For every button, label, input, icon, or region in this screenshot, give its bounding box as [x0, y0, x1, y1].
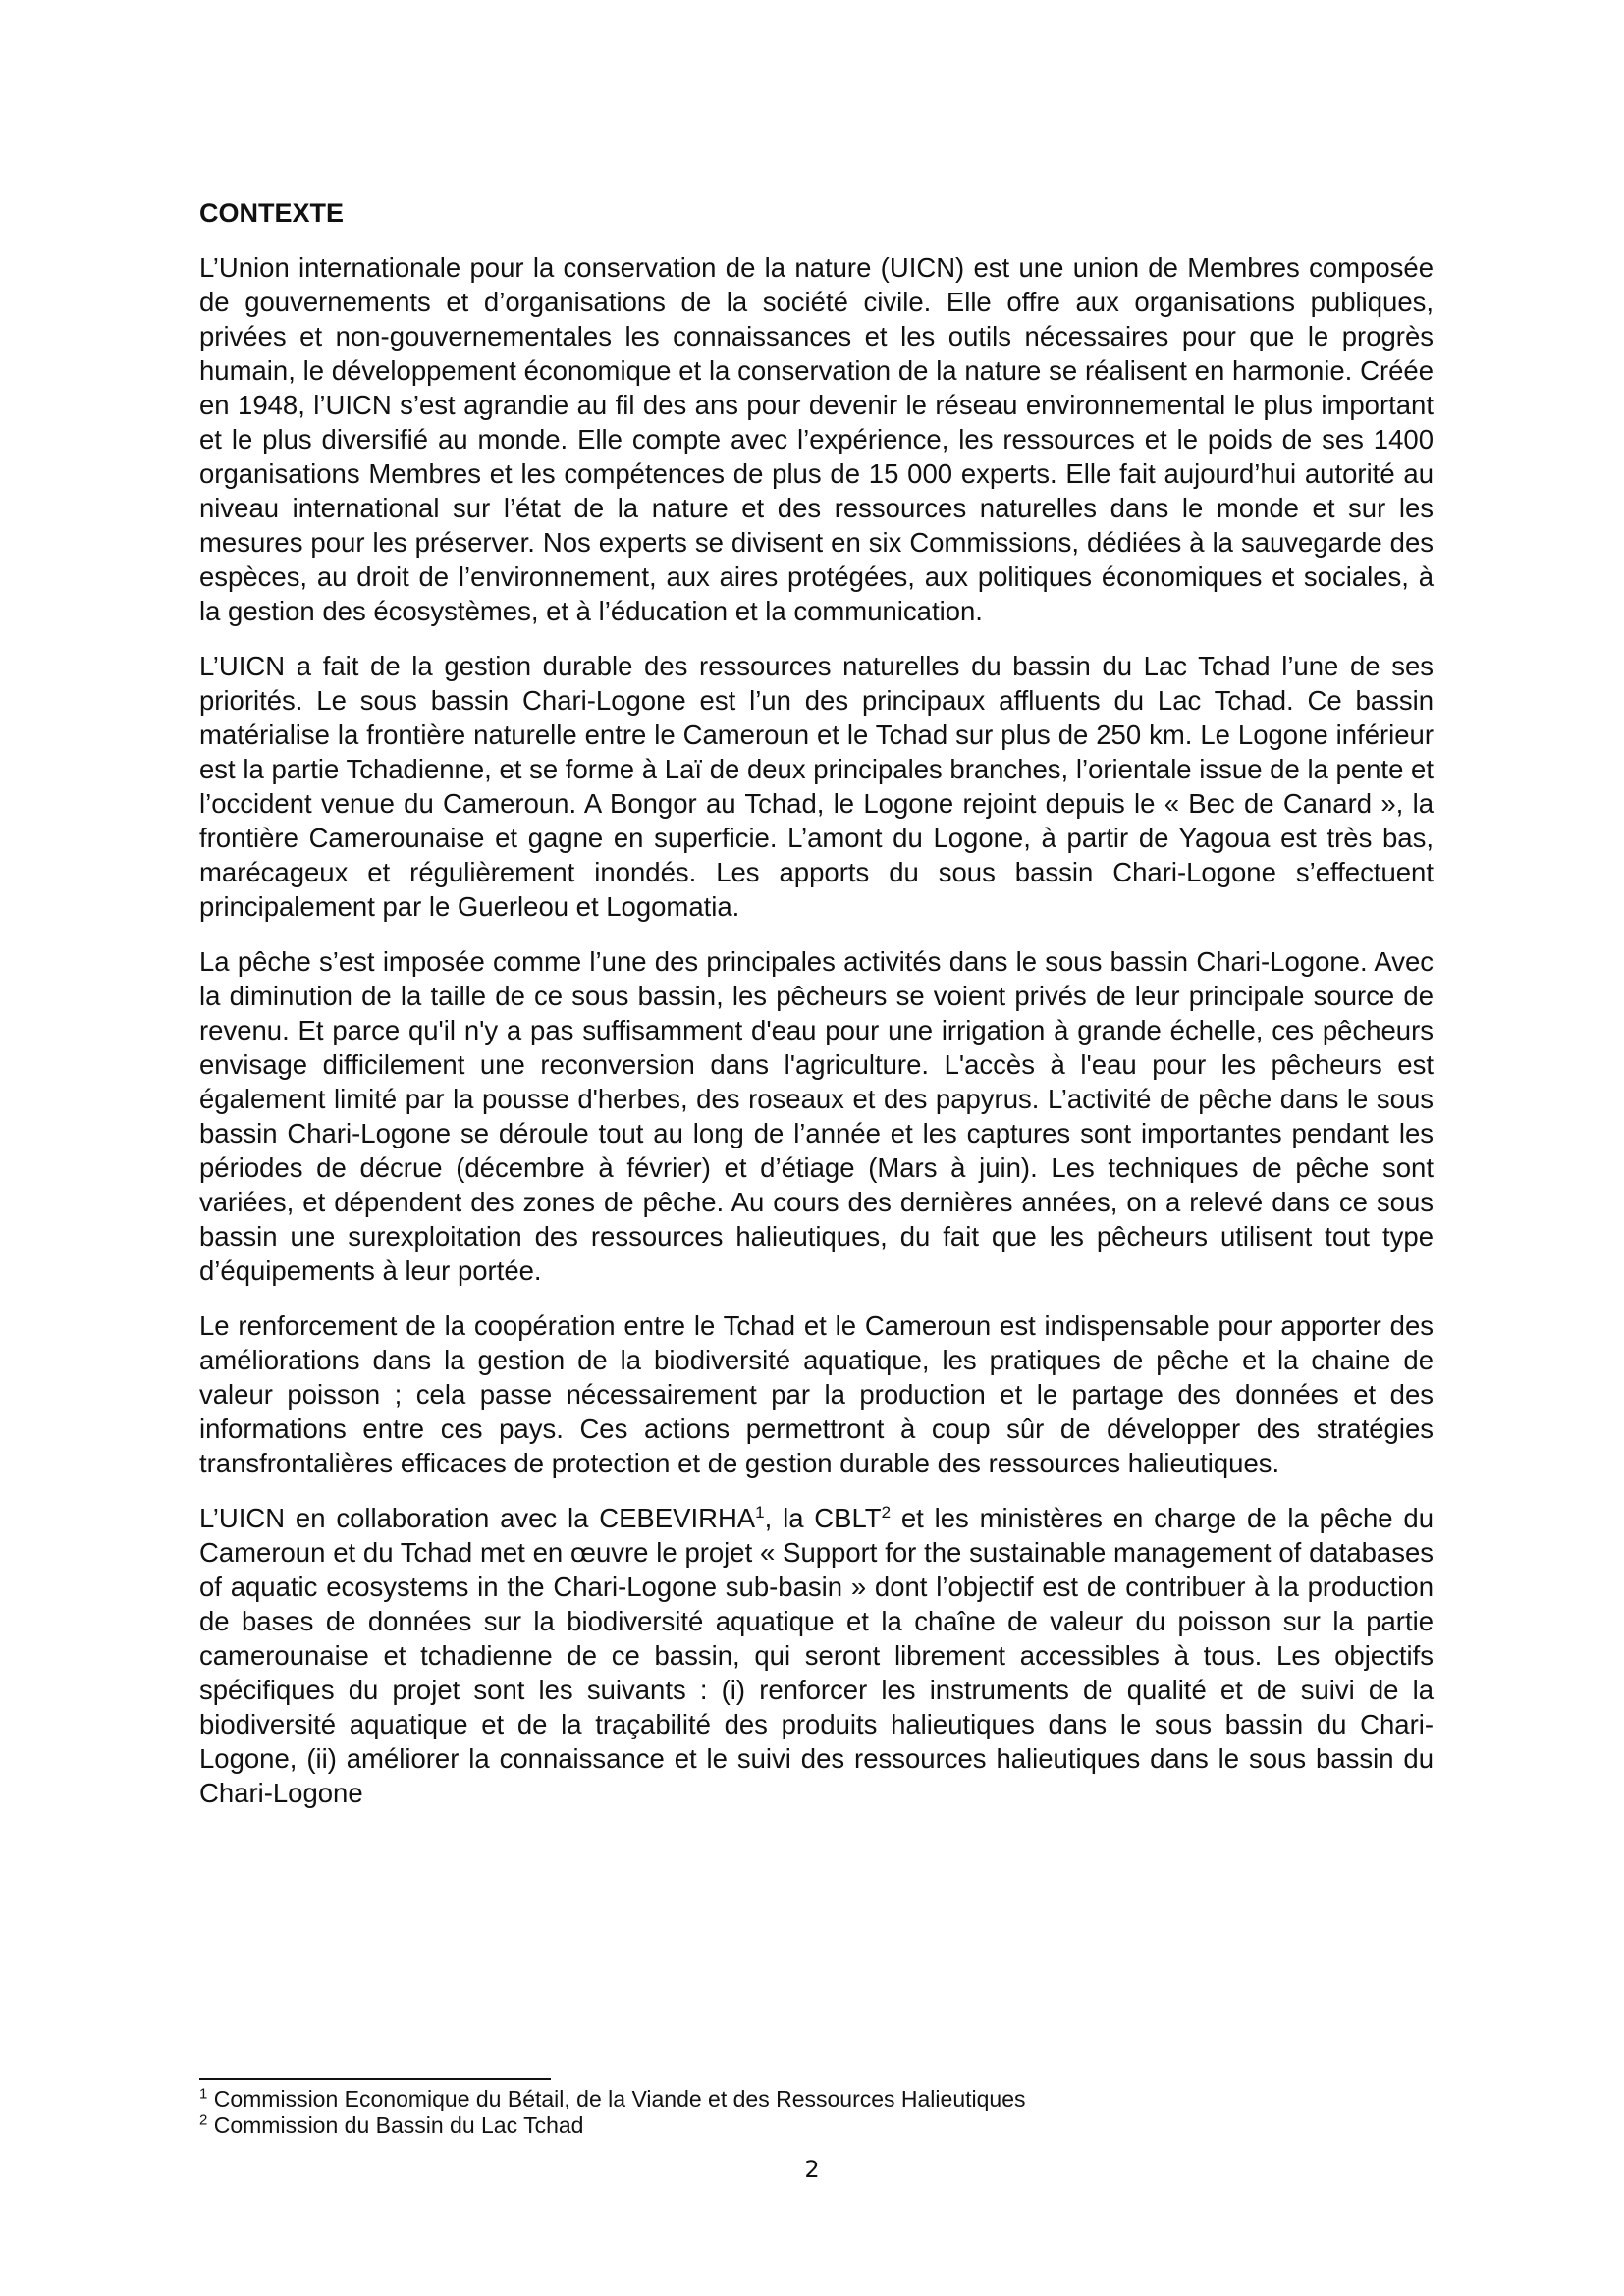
paragraph-projet-part2: , la CBLT — [764, 1503, 882, 1533]
paragraph-projet-part3: et les ministères en charge de la pêche du Cameroun et du Tchad met en œuvre le projet « Support for the sustainable management of databases of aquatic ecosystems in the Chari-Logone sub-basin » dont l’objectif est de contribuer à la production de bases de données sur la biodiversité aquatique et la chaîne de valeur du poisson sur la partie camerounaise et tchadienne de ce bassin, qui seront librement accessibles à tous. Les objectifs spécifiques du projet sont les suivants : (i) renforcer les instruments de qualité et de suivi de la biodiversité aquatique et de la traçabilité des produits halieutiques dans le sous bassin du Chari-Logone, (ii) améliorer la connaissance et le suivi des ressources halieutiques dans le sous bassin du Chari-Logone — [199, 1503, 1434, 1808]
footnote-1-text: Commission Economique du Bétail, de la Viande et des Ressources Halieutiques — [207, 2086, 1026, 2111]
paragraph-uicn: L’Union internationale pour la conservation de la nature (UICN) est une union de Membres composée de gouvernements et d’organisations de la société civile. Elle offre aux organisations publiques, privées et non-gouvernementales les connaissances et les outils nécessaires pour que le progrès humain, le développement économique et la conservation de la nature se réalisent en harmonie. Créée en 1948, l’UICN s’est agrandie au fil des ans pour devenir le réseau environnemental le plus important et le plus diversifié au monde. Elle compte avec l’expérience, les ressources et le poids de ses 1400 organisations Membres et les compétences de plus de 15 000 experts. Elle fait aujourd’hui autorité au niveau international sur l’état de la nature et des ressources naturelles dans le monde et sur les mesures pour les préserver. Nos experts se divisent en six Commissions, dédiées à la sauvegarde des espèces, au droit de l’environnement, aux aires protégées, aux politiques économiques et sociales, à la gestion des écosystèmes, et à l’éducation et la communication. — [199, 252, 1434, 626]
paragraph-projet-part1: L’UICN en collaboration avec la CEBEVIRHA — [199, 1503, 756, 1533]
paragraph-peche: La pêche s’est imposée comme l’une des principales activités dans le sous bassin Chari-Logone. Avec la diminution de la taille de ce sous bassin, les pêcheurs se voient privés de leur principale source de revenu. Et parce qu'il n'y a pas suffisamment d'eau pour une irrigation à grande échelle, ces pêcheurs envisage difficilement une reconversion dans l'agriculture. L'accès à l'eau pour les pêcheurs est également limité par la pousse d'herbes, des roseaux et des papyrus. L’activité de pêche dans le sous bassin Chari-Logone se déroule tout au long de l’année et les captures sont importantes pendant les périodes de décrue (décembre à février) et d’étiage (Mars à juin). Les techniques de pêche sont variées, et dépendent des zones de pêche. Au cours des dernières années, on a relevé dans ce sous bassin une surexploitation des ressources halieutiques, du fait que les pêcheurs utilisent tout type d’équipements à leur portée. — [199, 946, 1434, 1286]
paragraph-bassin: L’UICN a fait de la gestion durable des ressources naturelles du bassin du Lac Tchad l’une de ses priorités. Le sous bassin Chari-Logone est l’un des principaux affluents du Lac Tchad. Ce bassin matérialise la frontière naturelle entre le Cameroun et le Tchad sur plus de 250 km. Le Logone inférieur est la partie Tchadienne, et se forme à Laï de deux principales branches, l’orientale issue de la pente et l’occident venue du Cameroun. A Bongor au Tchad, le Logone rejoint depuis le « Bec de Canard », la frontière Camerounaise et gagne en superficie. L’amont du Logone, à partir de Yagoua est très bas, marécageux et régulièrement inondés. Les apports du sous bassin Chari-Logone s’effectuent principalement par le Guerleou et Logomatia. — [199, 651, 1434, 922]
footnote-1-mark: 1 — [199, 2085, 208, 2103]
paragraph-projet — [199, 1501, 1434, 1810]
footnote-separator — [199, 2078, 551, 2080]
footnotes — [199, 2086, 1378, 2139]
paragraph-cooperation: Le renforcement de la coopération entre le Tchad et le Cameroun est indispensable pour apporter des améliorations dans la gestion de la biodiversité aquatique, les pratiques de pêche et la chaine de valeur poisson ; cela passe nécessairement par la production et le partage des données et des informations entre ces pays. Ces actions permettront à coup sûr de développer des stratégies transfrontalières efficaces de protection et de gestion durable des ressources halieutiques. — [199, 1310, 1434, 1478]
section-heading: CONTEXTE — [199, 198, 345, 228]
footnote-2 — [199, 2112, 1378, 2139]
footnote-1 — [199, 2086, 1378, 2112]
footnote-2-text: Commission du Bassin du Lac Tchad — [207, 2112, 584, 2138]
footnote-2-mark: 2 — [199, 2111, 208, 2129]
footnote-ref-2[interactable]: 2 — [881, 1502, 892, 1522]
footnote-ref-1[interactable]: 1 — [755, 1502, 765, 1522]
body-text — [199, 196, 1434, 1831]
page-number: 2 — [804, 2156, 820, 2183]
